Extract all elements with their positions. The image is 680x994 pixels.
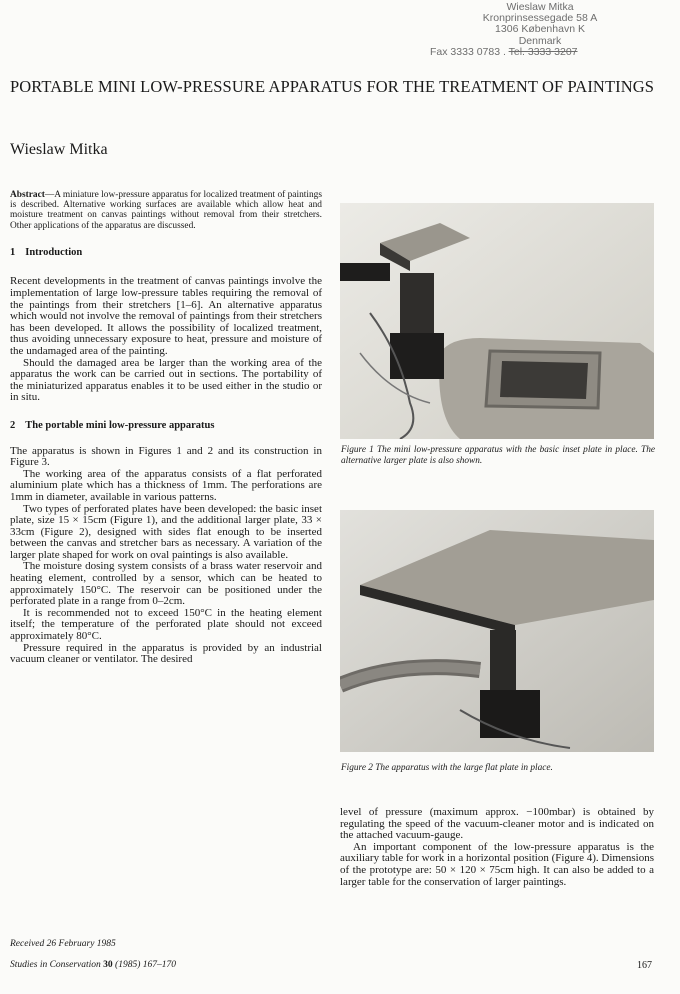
section-2-paragraph-4: The moisture dosing system consists of a brass water reservoir and heating element, controlled by a sensor, which can be heated to approximately 150°C. The reservoir can be positioned under the perforated plate in a range from 0–2cm.: [10, 560, 322, 608]
figure-1-photo: [340, 203, 654, 439]
section-1-paragraph-1: Recent developments in the treatment of canvas paintings involve the implementation of large low-pressure tables requiring the removal of the paintings from their stretchers [1–6]. An alternative apparatus which would not involve the removal of paintings from their stretchers has been developed. It allows the possibility of localized treatment, thus avoiding unnecessary exposure to heat, pressure and moisture of the undamaged area of the painting.: [10, 275, 322, 357]
section-2-paragraph-1: The apparatus is shown in Figures 1 and 2 and its construction in Figure 3.: [10, 444, 322, 469]
stamp-street: Kronprinsessegade 58 A: [482, 12, 598, 25]
right-column: [340, 807, 654, 888]
page-number: 167: [637, 960, 652, 971]
stamp-city: 1306 København K: [495, 23, 585, 36]
journal-footer: [10, 960, 176, 970]
journal-citation: (1985) 167–170: [115, 960, 176, 970]
stamp-phone-struck: Tel. 3333 3207: [508, 45, 578, 58]
section-2-number: 2: [10, 419, 16, 431]
stamp-fax-line: [420, 47, 660, 58]
section-1-paragraph-2: Should the damaged area be larger than the working area of the apparatus the work can be carried out in sections. The portability of the miniaturized apparatus enables it to be used either in the studio or in situ.: [10, 356, 322, 404]
received-date: Received 26 February 1985: [10, 939, 116, 949]
section-2-paragraph-5: It is recommended not to exceed 150°C in the heating element itself; the temperature of the perforated plate should not exceed approximately 80°C.: [10, 606, 322, 643]
article-author: Wieslaw Mitka: [10, 141, 108, 158]
stamp-fax: Fax 3333 0783 .: [430, 45, 506, 58]
section-1-number: 1: [10, 246, 16, 258]
journal-volume: 30: [103, 960, 113, 970]
section-2-heading: [10, 420, 322, 432]
address-stamp: [420, 2, 660, 58]
journal-name: Studies in Conservation: [10, 960, 101, 970]
left-column: [10, 190, 322, 666]
section-1-heading: [10, 247, 322, 259]
right-paragraph-2: An important component of the low-pressure apparatus is the auxiliary table for work in a horizontal position (Figure 4). Dimensions of the prototype are: 50 × 120 × 75cm high. It can also be added to a larger table for the conservation of larger paintings.: [340, 840, 654, 888]
figure-2-photo: [340, 510, 654, 752]
figure-1-illustration: [340, 203, 654, 439]
figure-2-caption: Figure 2 The apparatus with the large flat plate in place.: [341, 763, 553, 773]
abstract-label: Abstract: [10, 190, 45, 200]
stamp-name: Wieslaw Mitka: [506, 1, 574, 13]
section-2-paragraph-3: Two types of perforated plates have been developed: the basic inset plate, size 15 × 15cm (Figure 1), and the additional larger plate, 33 × 33cm (Figure 2), designed with sides flat enough to be inserted between the canvas and stretcher bars as necessary. A variation of the larger plate shaped for work on oval paintings is also available.: [10, 502, 322, 561]
right-paragraph-1: level of pressure (maximum approx. −100mbar) is obtained by regulating the speed of the vacuum-cleaner motor and is indicated on the attached vacuum-gauge.: [340, 806, 654, 842]
section-1-title: Introduction: [25, 246, 83, 258]
section-2-paragraph-2: The working area of the apparatus consists of a flat perforated aluminium plate which has a thickness of 1mm. The perforations are 1mm in diameter, available in various patterns.: [10, 467, 322, 503]
abstract-text: —A miniature low-pressure apparatus for localized treatment of paintings is described. Alternative working surfaces are available which allow heat and moisture treatment on canvas paintings without removal from their stretchers. Other applications of the apparatus are discussed.: [10, 190, 322, 231]
figure-1-caption: Figure 1 The mini low-pressure apparatus with the basic inset plate in place. The alternative larger plate is also shown.: [341, 445, 655, 466]
section-2-title: The portable mini low-pressure apparatus: [25, 419, 215, 431]
stamp-country: Denmark: [518, 34, 562, 47]
section-2-paragraph-6: Pressure required in the apparatus is provided by an industrial vacuum cleaner or ventilator. The desired: [10, 641, 322, 666]
figure-2-illustration: [340, 510, 654, 752]
abstract: [10, 190, 322, 231]
article-title: PORTABLE MINI LOW-PRESSURE APPARATUS FOR THE TREATMENT OF PAINTINGS: [10, 77, 655, 96]
